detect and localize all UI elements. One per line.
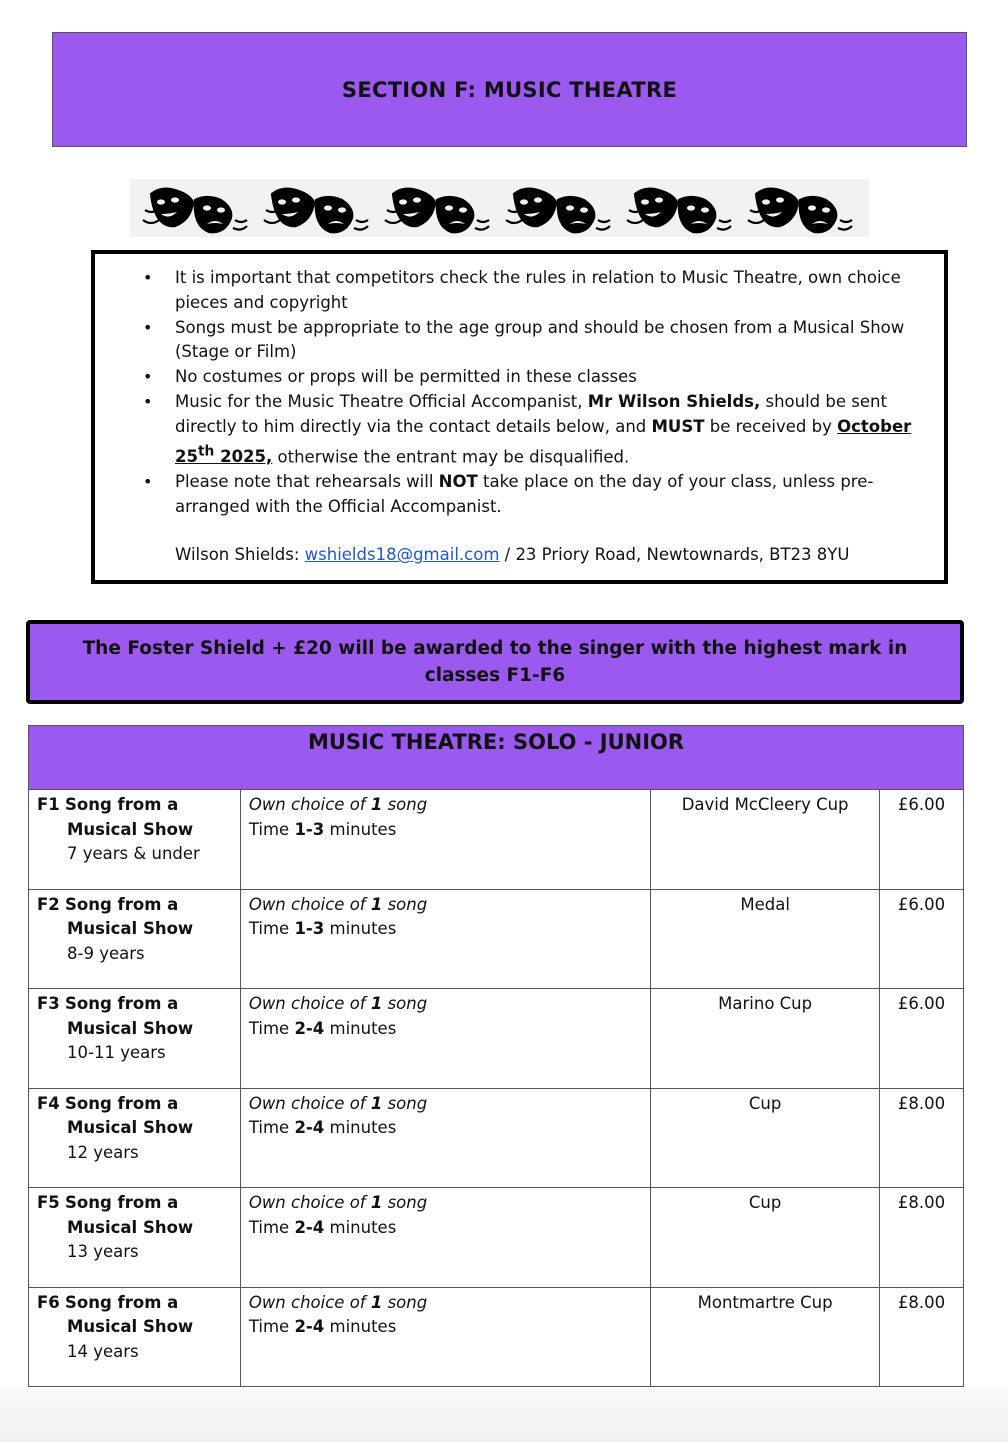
requirements-cell: Own choice of 1 song Time 2-4 minutes	[240, 1287, 650, 1387]
fee-cell: £6.00	[880, 989, 964, 1089]
deadline-date: October 25th 2025,	[175, 416, 912, 467]
class-code: F5	[37, 1193, 60, 1212]
theatre-masks-banner	[130, 179, 869, 237]
junior-classes-table	[28, 725, 964, 1387]
requirements-cell: Own choice of 1 song Time 2-4 minutes	[240, 1088, 650, 1188]
requirements-cell: Own choice of 1 song Time 1-3 minutes	[240, 790, 650, 890]
requirements-cell: Own choice of 1 song Time 2-4 minutes	[240, 1188, 650, 1288]
section-header	[52, 32, 967, 147]
rules-list	[141, 266, 926, 519]
class-cell: F4 Song from a Musical Show 12 years	[29, 1088, 241, 1188]
not-emphasis: NOT	[438, 471, 478, 491]
fee-cell: £8.00	[880, 1188, 964, 1288]
table-row	[29, 1188, 964, 1288]
age-group: 10-11 years	[67, 1043, 166, 1062]
class-cell: F1 Song from a Musical Show 7 years & under	[29, 790, 241, 890]
age-group: 7 years & under	[67, 844, 200, 863]
class-code: F4	[37, 1093, 60, 1113]
rule-copyright: • It is important that competitors check the rules in relation to Music Theatre, own choice pieces and copyright	[141, 266, 926, 316]
age-group: 8-9 years	[67, 943, 145, 963]
award-cell: Cup	[651, 1188, 880, 1288]
class-cell: F3 Song from a Musical Show 10-11 years	[29, 989, 241, 1089]
award-banner	[26, 620, 964, 704]
award-cell: Montmartre Cup	[651, 1287, 880, 1387]
age-group: 13 years	[67, 1242, 139, 1261]
table-row	[29, 1287, 964, 1387]
contact-line: Wilson Shields: wshields18@gmail.com / 23 Priory Road, Newtownards, BT23 8YU	[175, 545, 850, 565]
award-cell: Cup	[651, 1088, 880, 1188]
theatre-masks-icon	[746, 180, 858, 236]
contact-address: / 23 Priory Road, Newtownards, BT23 8YU	[499, 545, 850, 565]
class-cell: F2 Song from a Musical Show 8-9 years	[29, 889, 241, 989]
class-code: F6	[37, 1292, 60, 1312]
table-row	[29, 889, 964, 989]
fee-cell: £6.00	[880, 790, 964, 890]
theatre-masks-icon	[383, 180, 495, 236]
theatre-masks-icon	[625, 180, 737, 236]
award-cell: Medal	[651, 889, 880, 989]
class-code: F2	[37, 894, 60, 914]
section-title: SECTION F: MUSIC THEATRE	[341, 77, 678, 102]
fee-cell: £6.00	[880, 889, 964, 989]
fee-cell: £8.00	[880, 1088, 964, 1188]
class-cell: F5 Song from a Musical Show 13 years	[29, 1188, 241, 1288]
age-group: 14 years	[67, 1341, 139, 1361]
table-row	[29, 790, 964, 890]
requirements-cell: Own choice of 1 song Time 1-3 minutes	[240, 889, 650, 989]
theatre-masks-icon	[141, 180, 253, 236]
page-bottom-margin	[0, 1388, 1008, 1442]
fee-cell: £8.00	[880, 1287, 964, 1387]
must-emphasis: MUST	[651, 416, 705, 436]
table-row	[29, 1088, 964, 1188]
theatre-masks-icon	[504, 180, 616, 236]
theatre-masks-icon	[262, 180, 374, 236]
class-code: F1	[37, 795, 60, 814]
rule-accompanist-music: • Music for the Music Theatre Official Accompanist, Mr Wilson Shields, should be sent directly to him directly via the contact details below, and MUST be received by October 25th 2025, otherwise the entrant may be disqualified.	[141, 390, 926, 470]
rule-no-costumes: • No costumes or props will be permitted in these classes	[141, 365, 926, 390]
rules-box	[91, 250, 948, 584]
accompanist-name: Mr Wilson Shields,	[587, 391, 761, 411]
contact-email-link[interactable]: wshields18@gmail.com	[304, 545, 500, 565]
requirements-cell: Own choice of 1 song Time 2-4 minutes	[240, 989, 650, 1089]
rule-rehearsals: • Please note that rehearsals will NOT take place on the day of your class, unless pre-arranged with the Official Accompanist.	[141, 470, 926, 520]
table-row	[29, 989, 964, 1089]
award-text: The Foster Shield + £20 will be awarded to the singer with the highest mark in classes F1-F6	[82, 638, 908, 686]
award-cell: Marino Cup	[651, 989, 880, 1089]
rule-appropriate-songs: • Songs must be appropriate to the age group and should be chosen from a Musical Show (Stage or Film)	[141, 316, 926, 366]
age-group: 12 years	[67, 1142, 139, 1162]
award-cell: David McCleery Cup	[651, 790, 880, 890]
class-code: F3	[37, 994, 60, 1013]
table-heading: MUSIC THEATRE: SOLO - JUNIOR	[29, 726, 964, 790]
class-cell: F6 Song from a Musical Show 14 years	[29, 1287, 241, 1387]
